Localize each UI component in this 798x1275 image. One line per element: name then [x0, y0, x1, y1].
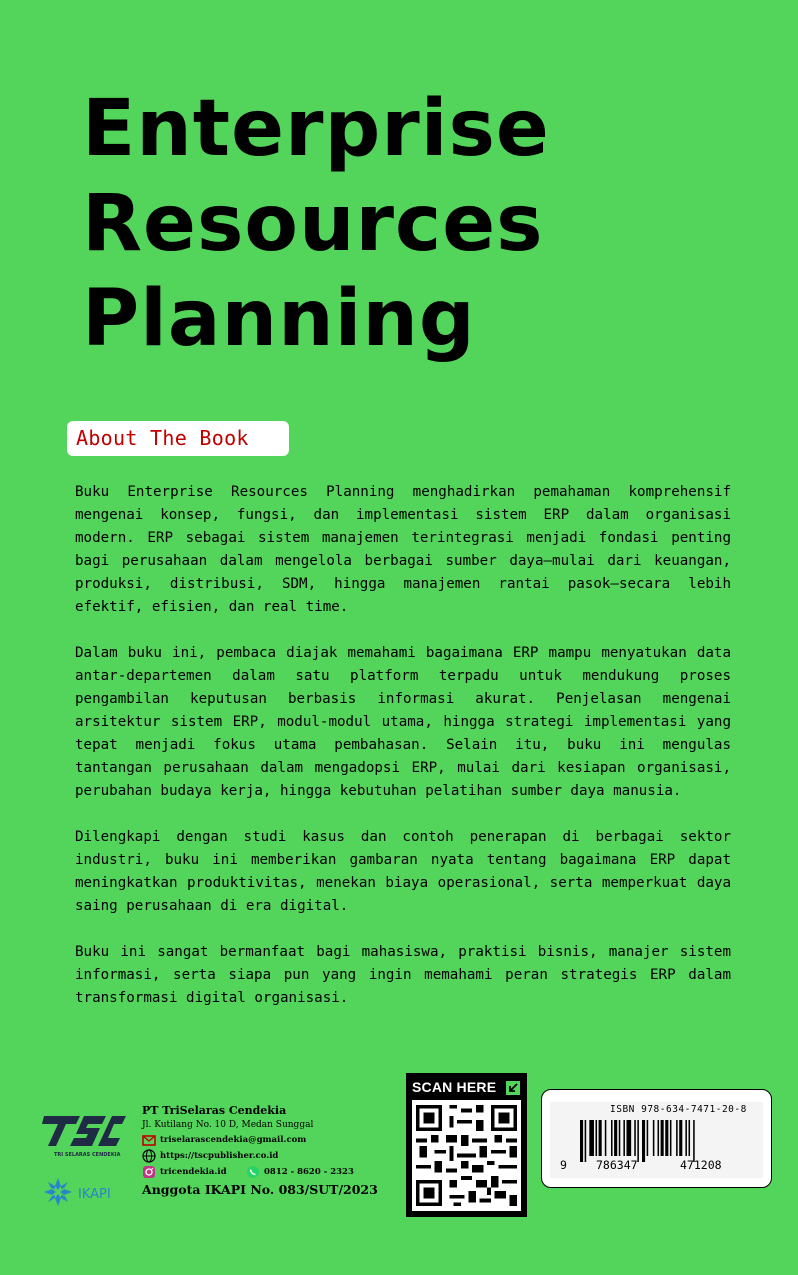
- publisher-logo: [40, 1112, 126, 1160]
- barcode-bar: [642, 1120, 645, 1162]
- ikapi-logo: [42, 1176, 132, 1208]
- arrow-down-left-icon: [506, 1081, 520, 1095]
- mail-icon: [142, 1133, 156, 1147]
- publisher-instagram[interactable]: tricendekia.id: [160, 1167, 227, 1177]
- barcode-bar: [619, 1120, 621, 1156]
- isbn-label: ISBN 978-634-7471-20-8: [610, 1104, 747, 1115]
- description-paragraph: Buku ini sangat bermanfaat bagi mahasiswa, praktisi bisnis, manajer sistem informasi, serta siapa pun yang ingin memahami peran strategis ERP dalam transformasi digital organisasi.: [75, 944, 731, 1006]
- isbn-digit-lead: 9: [560, 1158, 567, 1172]
- whatsapp-icon: [246, 1165, 260, 1179]
- barcode-bar: [589, 1120, 594, 1156]
- book-title: [82, 82, 550, 367]
- barcode-bar: [665, 1120, 668, 1156]
- barcode-bar: [634, 1120, 636, 1156]
- ikapi-logo-text: IKAPI: [78, 1187, 111, 1202]
- qr-label: SCAN HERE: [412, 1079, 497, 1095]
- barcode-bar: [605, 1120, 607, 1156]
- title-line-1: Enterprise: [82, 84, 550, 174]
- publisher-email[interactable]: triselarascendekia@gmail.com: [160, 1135, 307, 1145]
- barcode-bar: [689, 1120, 691, 1156]
- barcode-bars: [580, 1120, 748, 1162]
- publisher-name: PT TriSelaras Cendekia: [142, 1104, 287, 1117]
- qr-code-block[interactable]: [406, 1073, 527, 1217]
- barcode-bar: [693, 1120, 695, 1162]
- isbn-barcode: [541, 1089, 772, 1188]
- publisher-website[interactable]: https://tscpublisher.co.id: [160, 1151, 279, 1161]
- barcode-bar: [623, 1120, 625, 1156]
- publisher-email-row: [142, 1132, 382, 1148]
- barcode-bar: [685, 1120, 687, 1156]
- publisher-social-row: [142, 1164, 382, 1180]
- barcode-bar: [596, 1120, 598, 1156]
- barcode-bar: [647, 1120, 649, 1156]
- description-paragraph: Dalam buku ini, pembaca diajak memahami bagaimana ERP mampu menyatukan data antar-departemen dalam satu platform terpadu untuk mendukung proses pengambilan keputusan berbasis informasi akurat. Penjelasan mengenai arsitektur sistem ERP, modul-modul utama, hingga strategi implementasi yang tepat menjadi fokus utama pembahasan. Selain itu, buku ini mengulas tantangan perusahaan dalam mengadopsi ERP, mulai dari kesiapan organisasi, perubahan budaya kerja, hingga kebutuhan pelatihan sumber daya manusia.: [75, 645, 731, 799]
- isbn-digits-right: 471208: [680, 1158, 722, 1172]
- title-line-2: Resources: [82, 179, 544, 269]
- instagram-icon: [142, 1165, 156, 1179]
- section-tag-label: About The Book: [76, 426, 249, 450]
- barcode-bar: [580, 1120, 583, 1162]
- globe-icon: [142, 1149, 156, 1163]
- qr-code-icon: [412, 1100, 521, 1211]
- barcode-bar: [653, 1120, 655, 1156]
- barcode-bar: [611, 1120, 613, 1156]
- barcode-bar: [599, 1120, 602, 1156]
- publisher-whatsapp[interactable]: 0812 - 8620 - 2323: [264, 1167, 354, 1177]
- book-description: [75, 481, 731, 1033]
- publisher-info: [142, 1104, 382, 1197]
- publisher-address: Jl. Kutilang No. 10 D, Medan Sunggal: [142, 1120, 314, 1130]
- description-paragraph: Buku Enterprise Resources Planning menghadirkan pemahaman komprehensif mengenai konsep, fungsi, dan implementasi sistem ERP dalam organisasi modern. ERP sebagai sistem manajemen terintegrasi menjadi fondasi penting bagi perusahaan dalam mengelola berbagai sumber daya—mulai dari keuangan, produksi, distribusi, SDM, hingga manajemen rantai pasok—secara lebih efektif, efisien, dan real time.: [75, 484, 731, 615]
- section-tag: [67, 421, 289, 456]
- isbn-digits-left: 786347: [596, 1158, 638, 1172]
- publisher-logo-subtext: TRI SELARAS CENDEKIA: [54, 1152, 121, 1158]
- barcode-bar: [676, 1120, 678, 1156]
- barcode-bar: [661, 1120, 664, 1156]
- barcode-bar: [670, 1120, 672, 1156]
- barcode-bar: [585, 1120, 587, 1162]
- title-line-3: Planning: [82, 274, 476, 364]
- description-paragraph: Dilengkapi dengan studi kasus dan contoh penerapan di berbagai sektor industri, buku ini memberikan gambaran nyata tentang bagaimana ERP dapat meningkatkan produktivitas, menekan biaya operasional, serta memperkuat daya saing perusahaan di era digital.: [75, 829, 731, 914]
- publisher-website-row: [142, 1148, 382, 1164]
- barcode-bar: [658, 1120, 660, 1156]
- barcode-bar: [679, 1120, 682, 1156]
- barcode-bar: [627, 1120, 632, 1156]
- barcode-bar: [637, 1120, 639, 1162]
- isbn-barcode-area: [550, 1102, 763, 1178]
- ikapi-membership: Anggota IKAPI No. 083/SUT/2023: [142, 1182, 378, 1197]
- barcode-bar: [614, 1120, 617, 1156]
